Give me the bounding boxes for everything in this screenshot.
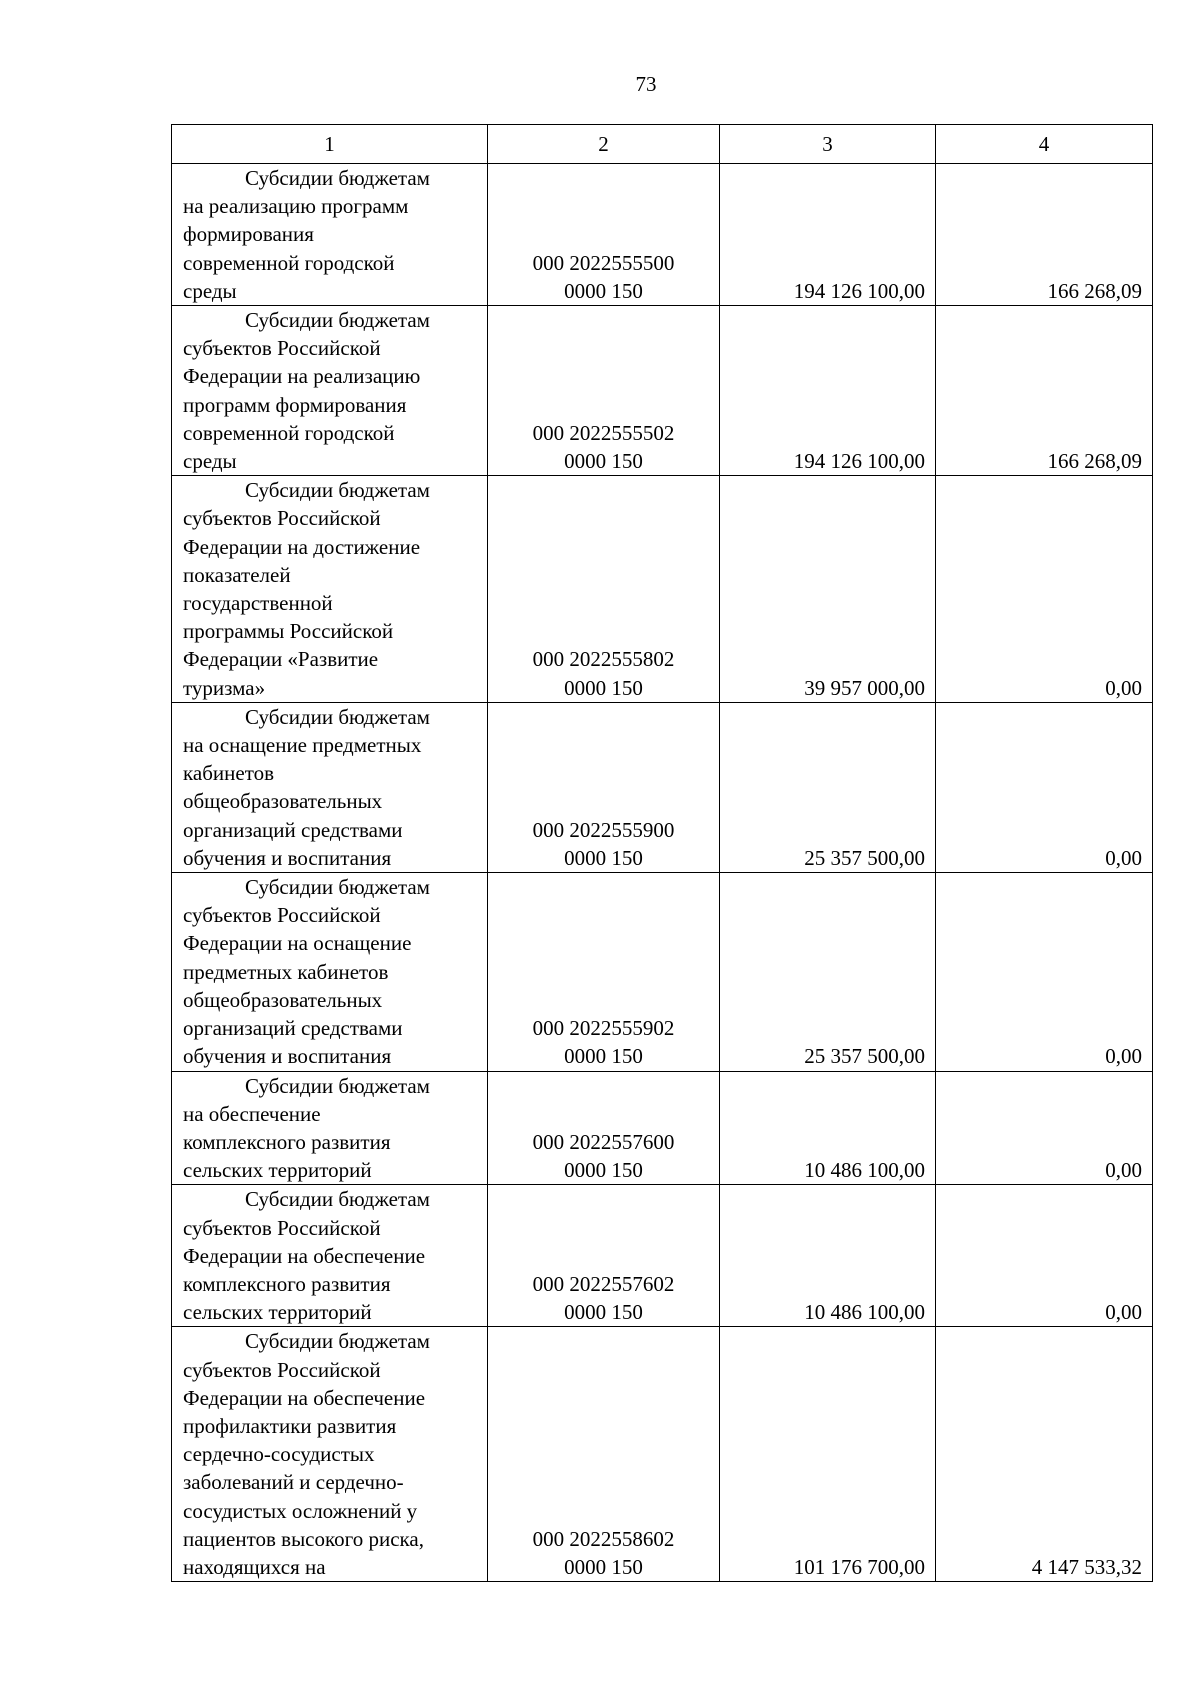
table-row	[172, 1185, 1153, 1327]
indicator-name-line: кабинетов	[183, 761, 275, 786]
indicator-name-line: субъектов Российской	[183, 336, 381, 361]
indicator-name-line: Субсидии бюджетам	[245, 1329, 430, 1354]
budget-code-cell	[488, 476, 720, 703]
budget-code-cell	[488, 702, 720, 872]
budget-code-cell	[488, 1185, 720, 1327]
indicator-name-line: Федерации на обеспечение	[183, 1385, 426, 1410]
indicator-name-line: формирования	[183, 222, 314, 247]
table-row	[172, 702, 1153, 872]
indicator-name-line: современной городской	[183, 250, 395, 275]
budget-code-line: 0000 150	[564, 1044, 643, 1069]
indicator-name-line: находящихся на	[183, 1554, 326, 1579]
indicator-name-line: комплексного развития	[183, 1129, 391, 1154]
column-4-value: 166 268,09	[936, 164, 1153, 306]
indicator-name-line: заболеваний и сердечно-	[183, 1470, 404, 1495]
indicator-name-line: сельских территорий	[183, 1300, 372, 1325]
indicator-name-line: сердечно-сосудистых	[183, 1442, 375, 1467]
column-4-value: 0,00	[936, 702, 1153, 872]
indicator-name-line: сельских территорий	[183, 1158, 372, 1183]
indicator-name-line: Субсидии бюджетам	[245, 166, 430, 190]
indicator-name-cell	[172, 1071, 488, 1185]
indicator-name-line: программы Российской	[183, 619, 394, 644]
column-3-value: 101 176 700,00	[720, 1327, 936, 1582]
page-number: 73	[635, 72, 657, 96]
budget-code-line: 0000 150	[564, 1300, 643, 1325]
budget-code-line: 0000 150	[564, 449, 643, 474]
indicator-name-line: субъектов Российской	[183, 506, 381, 531]
table-header-row	[172, 125, 1153, 164]
indicator-name-line: организаций средствами	[183, 1016, 403, 1041]
indicator-name-line: профилактики развития	[183, 1413, 397, 1438]
indicator-name-cell	[172, 476, 488, 703]
indicator-name-line: туризма»	[183, 675, 266, 700]
table-row	[172, 476, 1153, 703]
indicator-name-line: среды	[183, 278, 237, 303]
indicator-name-line: организаций средствами	[183, 817, 403, 842]
indicator-name-cell	[172, 306, 488, 476]
indicator-name-line: общеобразовательных	[183, 987, 383, 1012]
indicator-name-line: Субсидии бюджетам	[245, 704, 430, 729]
budget-code-cell	[488, 873, 720, 1071]
column-3-value: 194 126 100,00	[720, 164, 936, 306]
table-row	[172, 1071, 1153, 1185]
indicator-name-line: Субсидии бюджетам	[245, 1073, 430, 1098]
budget-code-cell	[488, 1071, 720, 1185]
budget-code-line: 000 2022557600	[532, 1129, 675, 1154]
indicator-name-line: субъектов Российской	[183, 1357, 381, 1382]
indicator-name-line: Субсидии бюджетам	[245, 875, 430, 900]
indicator-name-line: на оснащение предметных	[183, 733, 422, 758]
budget-code-cell	[488, 1327, 720, 1582]
indicator-name-cell	[172, 702, 488, 872]
indicator-name-line: показателей	[183, 562, 291, 587]
budget-code-line: 000 2022557602	[532, 1271, 675, 1296]
budget-code-line: 000 2022555802	[532, 647, 675, 672]
table-row	[172, 1327, 1153, 1582]
budget-code-line: 000 2022555900	[532, 817, 675, 842]
column-3-value: 25 357 500,00	[720, 873, 936, 1071]
indicator-name-line: среды	[183, 449, 237, 474]
table-row	[172, 873, 1153, 1071]
indicator-name-line: на обеспечение	[183, 1101, 321, 1126]
column-header-1: 1	[172, 125, 488, 164]
indicator-name-cell	[172, 1327, 488, 1582]
column-header-2: 2	[488, 125, 720, 164]
indicator-name-line: Федерации «Развитие	[183, 647, 379, 672]
budget-code-cell	[488, 164, 720, 306]
budget-code-cell	[488, 306, 720, 476]
indicator-name-line: обучения и воспитания	[183, 845, 392, 870]
indicator-name-line: программ формирования	[183, 392, 407, 417]
budget-code-line: 0000 150	[564, 278, 643, 303]
indicator-name-line: общеобразовательных	[183, 789, 383, 814]
indicator-name-line: на реализацию программ	[183, 194, 409, 219]
budget-code-line: 000 2022555902	[532, 1016, 675, 1041]
indicator-name-line: сосудистых осложнений у	[183, 1498, 418, 1523]
budget-code-line: 000 2022558602	[532, 1526, 675, 1551]
column-3-value: 25 357 500,00	[720, 702, 936, 872]
indicator-name-cell	[172, 164, 488, 306]
table-row	[172, 164, 1153, 306]
indicator-name-line: комплексного развития	[183, 1271, 391, 1296]
budget-code-line: 000 2022555502	[532, 420, 675, 445]
indicator-name-cell	[172, 1185, 488, 1327]
column-3-value: 10 486 100,00	[720, 1185, 936, 1327]
indicator-name-line: предметных кабинетов	[183, 959, 389, 984]
column-4-value: 166 268,09	[936, 306, 1153, 476]
column-header-3: 3	[720, 125, 936, 164]
column-4-value: 4 147 533,32	[936, 1327, 1153, 1582]
indicator-name-line: субъектов Российской	[183, 903, 381, 928]
column-4-value: 0,00	[936, 1071, 1153, 1185]
budget-code-line: 0000 150	[564, 675, 643, 700]
indicator-name-line: Федерации на обеспечение	[183, 1243, 426, 1268]
indicator-name-line: современной городской	[183, 420, 395, 445]
indicator-name-line: государственной	[183, 591, 333, 616]
indicator-name-line: Субсидии бюджетам	[245, 1187, 430, 1212]
indicator-name-line: Федерации на оснащение	[183, 931, 412, 956]
budget-code-line: 0000 150	[564, 1554, 643, 1579]
column-3-value: 10 486 100,00	[720, 1071, 936, 1185]
budget-code-line: 0000 150	[564, 1158, 643, 1183]
column-4-value: 0,00	[936, 873, 1153, 1071]
budget-table	[171, 124, 1153, 1582]
column-header-4: 4	[936, 125, 1153, 164]
indicator-name-cell	[172, 873, 488, 1071]
indicator-name-line: Субсидии бюджетам	[245, 478, 430, 503]
column-4-value: 0,00	[936, 476, 1153, 703]
column-3-value: 39 957 000,00	[720, 476, 936, 703]
indicator-name-line: Субсидии бюджетам	[245, 308, 430, 333]
indicator-name-line: пациентов высокого риска,	[183, 1526, 424, 1551]
budget-code-line: 000 2022555500	[532, 250, 675, 275]
column-3-value: 194 126 100,00	[720, 306, 936, 476]
budget-code-line: 0000 150	[564, 845, 643, 870]
indicator-name-line: Федерации на достижение	[183, 534, 421, 559]
column-4-value: 0,00	[936, 1185, 1153, 1327]
indicator-name-line: субъектов Российской	[183, 1215, 381, 1240]
table-row	[172, 306, 1153, 476]
indicator-name-line: Федерации на реализацию	[183, 364, 421, 389]
indicator-name-line: обучения и воспитания	[183, 1044, 392, 1069]
